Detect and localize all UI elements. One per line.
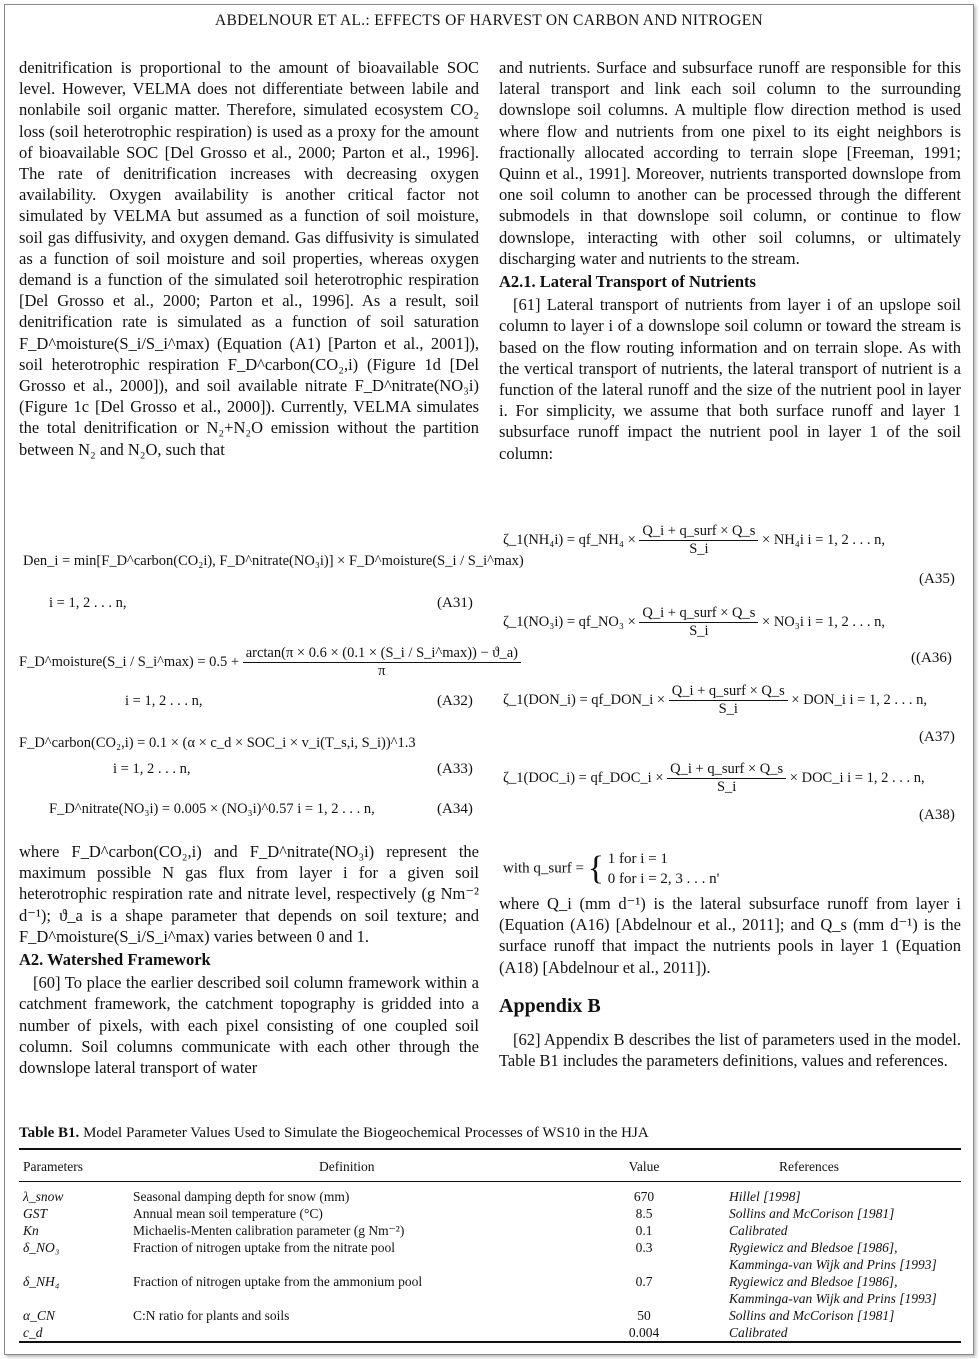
equation-a36 — [503, 605, 885, 640]
paragraph: where F_D^carbon(CO₂,i) and F_D^nitrate(NO₃i) represent the maximum possible N gas flux from layer i for a given soil heterotrophic respiration rate and nitrate level, respectively (g Nm⁻² d⁻¹); ϑ_a is a shape parameter that depends on soil texture; and F_D^moisture(S_i/S_i^max) varies between 0 and 1. — [19, 842, 479, 946]
left-column — [19, 57, 479, 460]
equation-lhs: ζ_1(NO₃i) = qf_NO₃ × — [503, 613, 636, 630]
table-row — [19, 1324, 961, 1342]
left-column-lower — [19, 841, 479, 1078]
equation-number: (A33) — [437, 761, 473, 777]
paragraph: [62] Appendix B describes the list of parameters used in the model. Table B1 includes the parameters definitions, values and references. — [499, 1030, 961, 1071]
equation-a34: F_D^nitrate(NO₃i) = 0.005 × (NO₃i)^0.57 i = 1, 2 . . . n, — [49, 801, 375, 817]
brace-icon: { — [587, 850, 605, 887]
qsurf-lhs: with q_surf = — [503, 860, 584, 877]
equation-a32-index: i = 1, 2 . . . n, — [125, 693, 203, 709]
param-cell: GST — [23, 1206, 48, 1221]
reference-cell: Sollins and McCorison [1981] — [729, 1308, 895, 1323]
column-header: Value — [599, 1149, 689, 1182]
fraction-denominator: S_i — [716, 779, 737, 795]
column-header: Definition — [129, 1149, 599, 1182]
definition-cell: Seasonal damping depth for snow (mm) — [133, 1189, 350, 1204]
definition-cell: Michaelis-Menten calibration parameter (g Nm⁻²) — [133, 1223, 405, 1238]
value-cell: 50 — [637, 1308, 651, 1323]
runoff-fraction — [639, 605, 758, 640]
equation-lhs: ζ_1(NH₄i) = qf_NH₄ × — [503, 531, 636, 548]
equation-number: (A35) — [919, 571, 955, 587]
equation-a37 — [503, 683, 927, 718]
equation-a31-index: i = 1, 2 . . . n, — [49, 595, 127, 611]
equation-number: (A31) — [437, 595, 473, 611]
param-cell: Kn — [23, 1223, 39, 1238]
equation-a33: F_D^carbon(CO₂,i) = 0.1 × (α × c_d × SOC_i × v_i(T_s,i, S_i))^1.3 — [19, 735, 416, 751]
table-row — [19, 1273, 961, 1307]
table-label: Table B1. — [19, 1125, 80, 1141]
param-cell: δ_NH₄ — [23, 1274, 60, 1289]
fraction-numerator: Q_i + q_surf × Q_s — [639, 605, 758, 623]
value-cell: 8.5 — [635, 1206, 653, 1221]
equation-a33-index: i = 1, 2 . . . n, — [113, 761, 191, 777]
paragraph: where Q_i (mm d⁻¹) is the lateral subsurface runoff from layer i (Equation (A16) [Abdelnour et al., 2011]; and Q_s (mm d⁻¹) is the surface runoff that impact the nutrients pools in layer 1 (Equation (A18) [Abdelnour et al., 2011]). — [499, 894, 961, 977]
reference-cell: Rygiewicz and Bledsoe [1986], Kamminga-van Wijk and Prins [1993] — [729, 1240, 937, 1272]
equation-rhs: × NH₄i i = 1, 2 . . . n, — [762, 531, 885, 548]
paragraph: and nutrients. Surface and subsurface runoff are responsible for this lateral transport and link each soil column to the surrounding downslope soil columns. A multiple flow direction method is used where flow and nutrients from one pixel to its eight neighbors is fractionally allocated according to terrain slope [Freeman, 1991; Quinn et al., 1991]. Moreover, nutrients transported downslope from one soil column to another can be processed through the different submodels in that downslope soil column, or continue to flow downslope, interacting with other soil columns, or ultimately discharging water and nutrients to the stream. — [499, 58, 961, 268]
equation-a35 — [503, 523, 885, 558]
value-cell: 0.004 — [599, 1324, 689, 1342]
reference-cell: Rygiewicz and Bledsoe [1986], Kamminga-van Wijk and Prins [1993] — [729, 1274, 937, 1306]
reference-cell: Hillel [1998] — [729, 1189, 801, 1204]
equation-number: (A32) — [437, 693, 473, 709]
equation-number: (A38) — [919, 807, 955, 823]
section-heading: A2. Watershed Framework — [19, 950, 211, 970]
value-cell: 0.3 — [635, 1240, 653, 1255]
reference-cell: Calibrated — [689, 1324, 961, 1342]
paragraph: [60] To place the earlier described soil column framework within a catchment framework, the catchment topography is gridded into a number of pixels, with each pixel consisting of one coupled soil column. Soil columns communicate with each other through the downslope lateral transport of water — [19, 973, 479, 1078]
value-cell: 670 — [633, 1189, 655, 1204]
runoff-fraction — [667, 761, 786, 796]
fraction-denominator: π — [378, 663, 386, 679]
fraction-denominator: S_i — [689, 541, 709, 557]
parameter-table — [19, 1148, 961, 1343]
column-header: Parameters — [19, 1149, 129, 1182]
value-cell: 0.7 — [635, 1274, 653, 1289]
equation-a32-lhs: F_D^moisture(S_i / S_i^max) = 0.5 + — [19, 653, 240, 670]
table-row — [19, 1307, 961, 1324]
table-row — [19, 1222, 961, 1239]
table-row — [19, 1239, 961, 1273]
equation-number: ((A36) — [911, 650, 952, 666]
right-column-lower — [499, 893, 961, 1071]
fraction-denominator: S_i — [718, 701, 738, 717]
paragraph: denitrification is proportional to the amount of bioavailable SOC level. However, VELMA does not differentiate between labile and nonlabile soil organic matter. Therefore, simulated ecosystem CO₂ loss (soil heterotrophic respiration) is used as a proxy for the amount of bioavailable SOC [Del Grosso et al., 2000; Parton et al., 1996]. The rate of denitrification increases with decreasing oxygen availability. Oxygen availability is another critical factor not simulated by VELMA but assumed as a function of soil moisture, soil gas diffusivity, and oxygen demand. Gas diffusivity is simulated as a function of soil moisture and soil properties, whereas oxygen demand is a function of the simulated soil heterotrophic respiration [Del Grosso et al., 2000; Parton et al., 1996]. As a result, soil denitrification rate is simulated as a function of soil saturation F_D^moisture(S_i/S_i^max) (Equation (A1) [Parton et al., 2001]), soil heterotrophic respiration F_D^carbon(CO₂,i) (Figure 1d [Del Grosso et al., 2000]), and soil available nitrate F_D^nitrate(NO₃i) (Figure 1c [Del Grosso et al., 2000]). Currently, VELMA simulates the total denitrification or N₂+N₂O emission without the partition between N₂ and N₂O, such that — [19, 58, 479, 459]
equation-a32-fraction — [243, 645, 521, 680]
table-row — [19, 1205, 961, 1222]
definition-cell — [129, 1324, 599, 1342]
value-cell: 0.1 — [635, 1223, 653, 1238]
qsurf-definition — [503, 849, 719, 889]
fraction-numerator: arctan(π × 0.6 × (0.1 × (S_i / S_i^max)) − ϑ_a) — [243, 645, 521, 663]
runoff-fraction — [669, 683, 788, 718]
param-cell: c_d — [19, 1324, 129, 1342]
qsurf-case: 0 for i = 2, 3 . . . n' — [607, 871, 720, 887]
table-row — [19, 1182, 961, 1206]
definition-cell: Annual mean soil temperature (°C) — [133, 1206, 323, 1221]
equation-a31: Den_i = min[F_D^carbon(CO₂i), F_D^nitrate(NO₃i)] × F_D^moisture(S_i / S_i^max) — [23, 553, 524, 569]
fraction-numerator: Q_i + q_surf × Q_s — [667, 761, 786, 779]
appendix-heading: Appendix B — [499, 994, 601, 1017]
equation-rhs: × NO₃i i = 1, 2 . . . n, — [762, 613, 885, 630]
definition-cell: Fraction of nitrogen uptake from the nitrate pool — [133, 1240, 396, 1255]
equation-rhs: × DOC_i i = 1, 2 . . . n, — [789, 769, 925, 786]
running-header: ABDELNOUR ET AL.: EFFECTS OF HARVEST ON CARBON AND NITROGEN — [214, 12, 764, 29]
equation-rhs: × DON_i i = 1, 2 . . . n, — [791, 691, 927, 708]
paragraph: [61] Lateral transport of nutrients from layer i of an upslope soil column to layer i of a downslope soil column or toward the stream is based on the flow routing information and on terrain slope. As with the vertical transport of nutrients, the lateral transport of nutrient is a function of the lateral runoff and the size of the nutrient pool in layer i. For simplicity, we assume that both surface runoff and layer 1 subsurface runoff impact the nutrient pool in layer 1 of the soil column: — [499, 295, 961, 463]
equation-number: (A37) — [919, 729, 955, 745]
fraction-numerator: Q_i + q_surf × Q_s — [669, 683, 788, 701]
param-cell: λ_snow — [23, 1189, 64, 1204]
definition-cell: C:N ratio for plants and soils — [133, 1308, 290, 1323]
equation-a32 — [19, 645, 521, 680]
table-caption-text: Model Parameter Values Used to Simulate the Biogeochemical Processes of WS10 in the HJA — [83, 1125, 649, 1141]
table-caption — [19, 1125, 649, 1142]
fraction-numerator: Q_i + q_surf × Q_s — [639, 523, 758, 541]
param-cell: α_CN — [23, 1308, 55, 1323]
paper-page — [4, 4, 974, 1355]
qsurf-cases — [608, 849, 720, 889]
right-column — [499, 57, 961, 464]
table-header-row — [19, 1149, 961, 1182]
equation-lhs: ζ_1(DOC_i) = qf_DOC_i × — [503, 769, 664, 786]
fraction-denominator: S_i — [689, 623, 709, 639]
param-cell: δ_NO₃ — [23, 1240, 60, 1255]
equation-a38 — [503, 761, 925, 796]
definition-cell: Fraction of nitrogen uptake from the ammonium pool — [133, 1274, 423, 1289]
runoff-fraction — [639, 523, 758, 558]
reference-cell: Sollins and McCorison [1981] — [729, 1206, 895, 1221]
reference-cell: Calibrated — [729, 1223, 788, 1238]
qsurf-case: 1 for i = 1 — [607, 851, 668, 867]
equation-lhs: ζ_1(DON_i) = qf_DON_i × — [503, 691, 666, 708]
equation-number: (A34) — [437, 801, 473, 817]
section-heading: A2.1. Lateral Transport of Nutrients — [499, 272, 756, 292]
column-header: References — [689, 1149, 961, 1182]
